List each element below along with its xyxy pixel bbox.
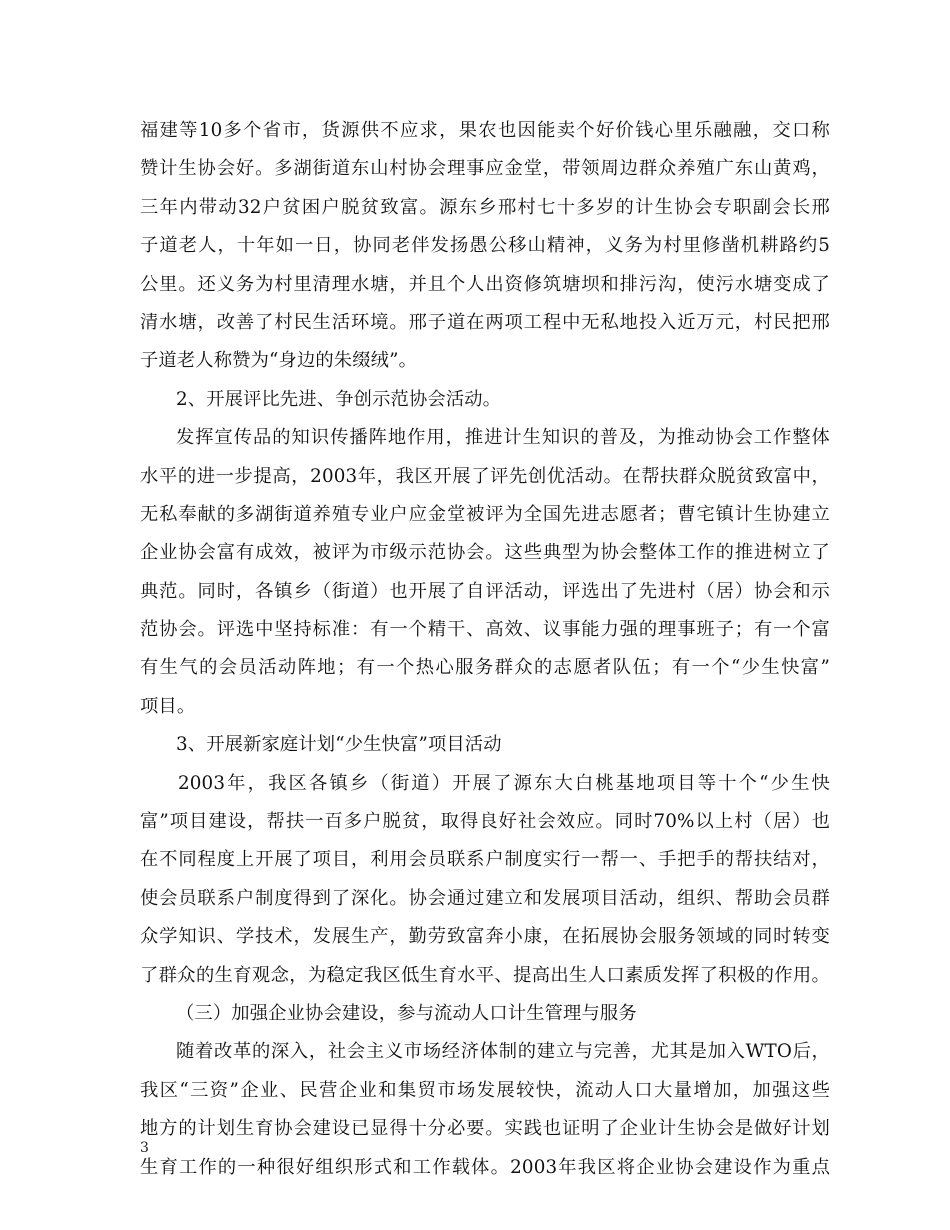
body-text-line: 2003年，我区各镇乡（街道）开展了源东大白桃基地项目等十个“少生快	[178, 772, 830, 794]
body-text-line: 在不同程度上开展了项目，利用会员联系户制度实行一帮一、手把手的帮扶结对，	[140, 849, 830, 871]
body-text-line: 三年内带动32户贫困户脱贫致富。源东乡邢村七十多岁的计生协会专职副会长邢	[140, 196, 830, 218]
body-text-line: 使会员联系户制度得到了深化。协会通过建立和发展项目活动，组织、帮助会员群	[140, 887, 830, 909]
body-text-line: 无私奉献的多湖街道养殖专业户应金堂被评为全国先进志愿者；曹宅镇计生协建立	[140, 503, 830, 525]
section-heading: （三）加强企业协会建设，参与流动人口计生管理与服务	[176, 1002, 637, 1024]
body-text-line: 我区“三资”企业、民营企业和集贸市场发展较快，流动人口大量增加，加强这些	[140, 1079, 830, 1101]
body-text-line: 了群众的生育观念，为稳定我区低生育水平、提高出生人口素质发挥了积极的作用。	[140, 964, 830, 986]
body-text-line: 公里。还义务为村里清理水塘，并且个人出资修筑塘坝和排污沟，使污水塘变成了	[140, 273, 830, 295]
section-heading: 3、开展新家庭计划“少生快富”项目活动	[176, 734, 502, 756]
body-text-line: 子道老人，十年如一日，协同老伴发扬愚公移山精神，义务为村里修凿机耕路约5	[140, 235, 830, 257]
body-text-line: 赞计生协会好。多湖街道东山村协会理事应金堂，带领周边群众养殖广东山黄鸡，	[140, 158, 830, 180]
body-text-line: 福建等10多个省市，货源供不应求，果农也因能卖个好价钱心里乐融融，交口称	[140, 120, 830, 141]
body-text-line: 子道老人称赞为“身边的朱缀绒”。	[140, 350, 418, 372]
section-heading: 2、开展评比先进、争创示范协会活动。	[176, 388, 502, 410]
body-text-line: 众学知识、学技术，发展生产，勤劳致富奔小康，在拓展协会服务领域的同时转变	[140, 926, 830, 948]
body-text-line: 地方的计划生育协会建设已显得十分必要。实践也证明了企业计生协会是做好计划	[140, 1118, 830, 1140]
body-text-line: 清水塘，改善了村民生活环境。邢子道在两项工程中无私地投入近万元，村民把邢	[140, 311, 830, 333]
body-text-line: 有生气的会员活动阵地；有一个热心服务群众的志愿者队伍；有一个“少生快富”	[140, 657, 830, 679]
body-text-line: 随着改革的深入，社会主义市场经济体制的建立与完善，尤其是加入WTO后，	[176, 1041, 830, 1063]
body-text-line: 项目。	[140, 695, 196, 717]
body-text-line: 富”项目建设，帮扶一百多户脱贫，取得良好社会效应。同时70%以上村（居）也	[140, 811, 830, 833]
body-text-line: 发挥宣传品的知识传播阵地作用，推进计生知识的普及，为推动协会工作整体	[176, 427, 830, 449]
body-text-line: 典范。同时，各镇乡（街道）也开展了自评活动，评选出了先进村（居）协会和示	[140, 580, 830, 602]
document-page	[140, 112, 830, 1187]
page-number: 3	[140, 1140, 149, 1156]
body-text-line: 范协会。评选中坚持标准：有一个精干、高效、议事能力强的理事班子；有一个富	[140, 619, 830, 641]
body-text-line: 水平的进一步提高，2003年，我区开展了评先创优活动。在帮扶群众脱贫致富中，	[140, 465, 830, 487]
body-text-line: 企业协会富有成效，被评为市级示范协会。这些典型为协会整体工作的推进树立了	[140, 542, 830, 564]
body-text-line: 生育工作的一种很好组织形式和工作载体。2003年我区将企业协会建设作为重点	[140, 1156, 830, 1178]
